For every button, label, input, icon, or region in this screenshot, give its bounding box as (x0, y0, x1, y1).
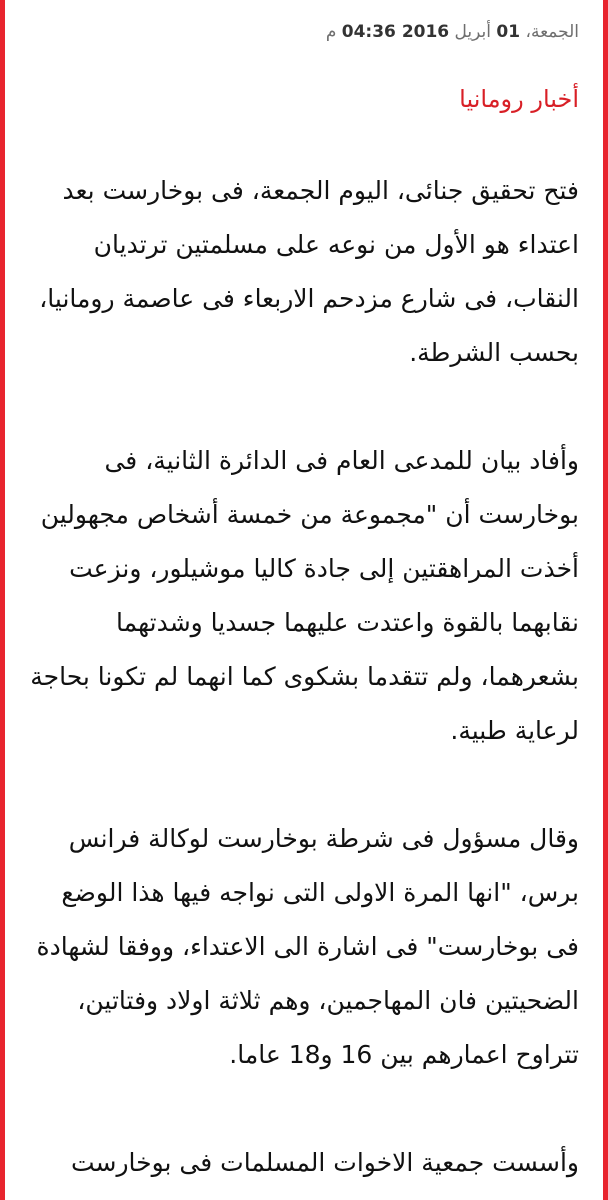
right-accent-bar (603, 0, 608, 1200)
date-year-time: 2016 04:36 (341, 22, 450, 42)
date-month: أبريل (454, 22, 491, 42)
date-suffix: م (325, 22, 337, 42)
category-link[interactable]: أخبار رومانيا (459, 85, 579, 113)
date-day: 01 (496, 22, 521, 42)
article-date (27, 22, 579, 48)
article-paragraph-1: فتح تحقيق جنائى، اليوم الجمعة، فى بوخارست بعد اعتداء هو الأول من نوعه على مسلمتين ترتديان النقاب، فى شارع مزدحم الاربعاء فى عاصمة رومانيا، بحسب الشرطة. (39, 176, 579, 367)
article-paragraph-4: وأسست جمعية الاخوات المسلمات فى بوخارست (70, 1148, 579, 1177)
date-weekday: الجمعة، (525, 22, 579, 42)
article-paragraph-2: وأفاد بيان للمدعى العام فى الدائرة الثانية، فى بوخارست أن "مجموعة من خمسة أشخاص مجهولين أخذت المراهقتين إلى جادة كاليا موشيلور، ونزعت نقابهما بالقوة واعتدت عليهما جسديا وشدتهما بشعرهما، ولم تتقدما بشكوى كما انهما لم تكونا بحاجة لرعاية طبية. (30, 446, 579, 745)
article-paragraph-3: وقال مسؤول فى شرطة بوخارست لوكالة فرانس برس، "انها المرة الاولى التى نواجه فيها هذا الوضع فى بوخارست" فى اشارة الى الاعتداء، ووفقا لشهادة الضحيتين فان المهاجمين، وهم ثلاثة اولاد وفتاتين، تتراوح اعمارهم بين 16 و18 عاما. (36, 824, 579, 1069)
article-body (27, 164, 579, 1190)
article-container (5, 0, 603, 1200)
